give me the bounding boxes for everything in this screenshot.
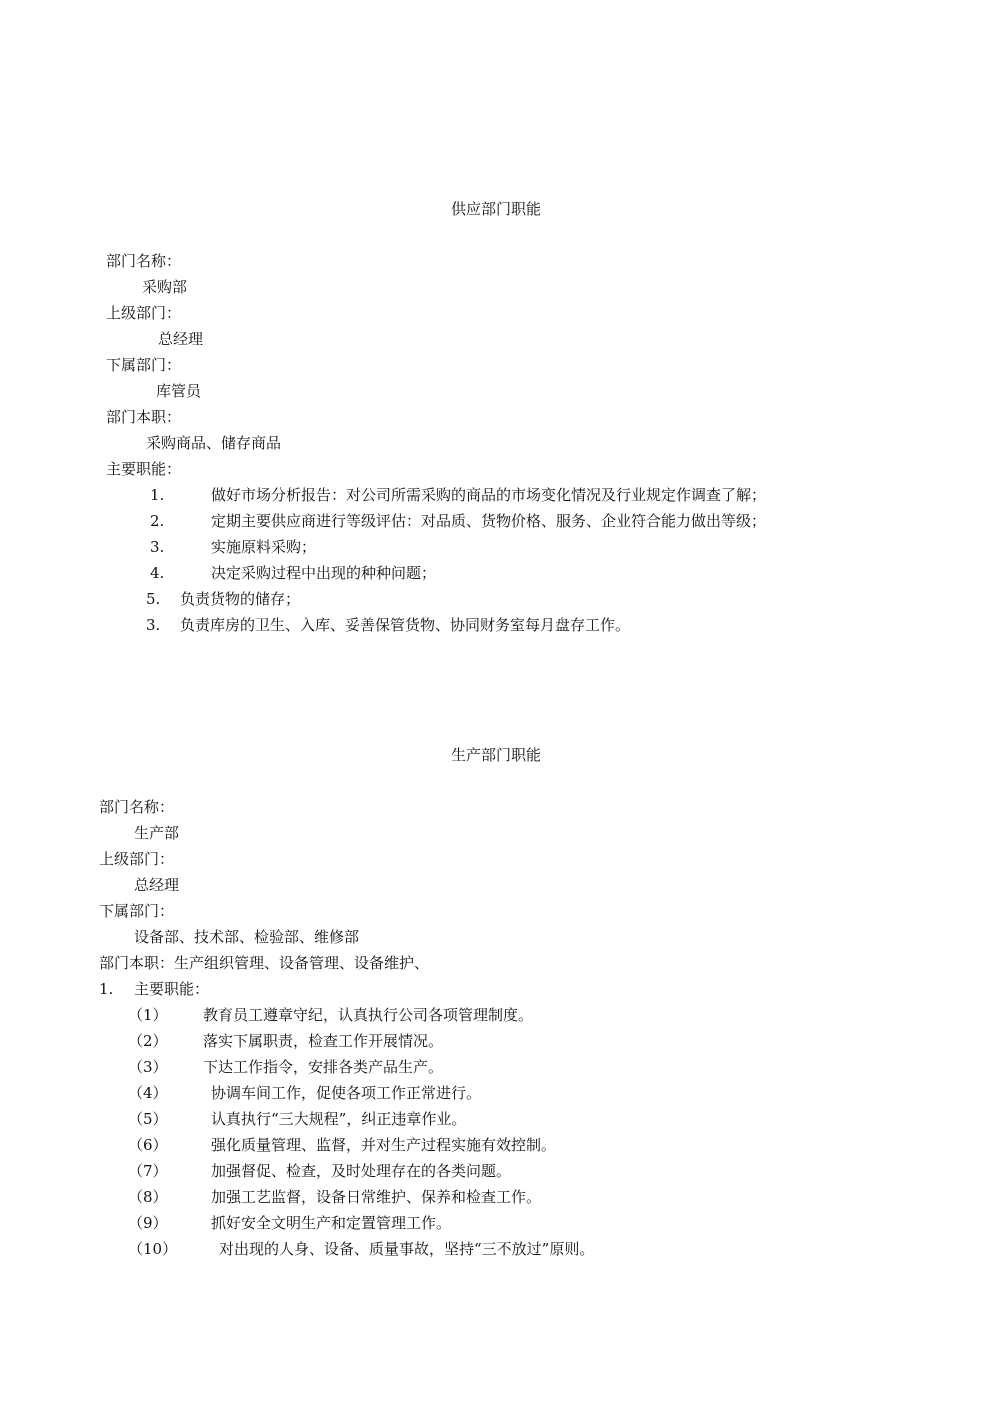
list-item-number: （1） bbox=[128, 1006, 168, 1024]
production-functions-number: 1. bbox=[99, 980, 114, 998]
production-subordinate: 设备部、技术部、检验部、维修部 bbox=[134, 928, 360, 946]
list-item-text: 加强工艺监督，设备日常维护、保养和检查工作。 bbox=[211, 1188, 542, 1206]
production-duty-line: 部门本职：生产组织管理、设备管理、设备维护、 bbox=[99, 954, 430, 972]
supply-functions-label: 主要职能： bbox=[106, 460, 182, 478]
production-superior-label: 上级部门： bbox=[99, 850, 175, 868]
list-item-number: （6） bbox=[128, 1136, 168, 1154]
list-item-number: 2. bbox=[150, 512, 165, 530]
list-item-text: 负责库房的卫生、入库、妥善保管货物、协同财务室每月盘存工作。 bbox=[180, 616, 631, 634]
list-item-text: 决定采购过程中出现的种种问题； bbox=[211, 564, 437, 582]
production-superior: 总经理 bbox=[134, 876, 180, 894]
supply-superior: 总经理 bbox=[158, 330, 204, 348]
production-dept-name: 生产部 bbox=[134, 824, 180, 842]
production-subordinate-label: 下属部门： bbox=[99, 902, 175, 920]
list-item-number: （9） bbox=[128, 1214, 168, 1232]
list-item-text: 落实下属职责，检查工作开展情况。 bbox=[203, 1032, 444, 1050]
supply-duty: 采购商品、储存商品 bbox=[146, 434, 282, 452]
list-item-text: 抓好安全文明生产和定置管理工作。 bbox=[211, 1214, 452, 1232]
supply-dept-name-label: 部门名称： bbox=[106, 252, 182, 270]
list-item-number: （3） bbox=[128, 1058, 168, 1076]
list-item-number: 3. bbox=[146, 616, 161, 634]
supply-dept-name: 采购部 bbox=[142, 278, 188, 296]
list-item-number: （7） bbox=[128, 1162, 168, 1180]
supply-title: 供应部门职能 bbox=[450, 200, 541, 218]
supply-duty-label: 部门本职： bbox=[106, 408, 182, 426]
list-item-text: 加强督促、检查，及时处理存在的各类问题。 bbox=[211, 1162, 512, 1180]
list-item-text: 下达工作指令，安排各类产品生产。 bbox=[203, 1058, 444, 1076]
list-item-text: 实施原料采购； bbox=[211, 538, 317, 556]
supply-superior-label: 上级部门： bbox=[106, 304, 182, 322]
list-item-text: 认真执行“三大规程”，纠正违章作业。 bbox=[211, 1110, 467, 1128]
list-item-text: 负责货物的储存； bbox=[180, 590, 301, 608]
production-dept-name-label: 部门名称： bbox=[99, 798, 175, 816]
list-item-text: 对出现的人身、设备、质量事故，坚持“三不放过”原则。 bbox=[219, 1240, 595, 1258]
list-item-number: （10） bbox=[128, 1240, 178, 1258]
list-item-text: 做好市场分析报告：对公司所需采购的商品的市场变化情况及行业规定作调查了解； bbox=[211, 486, 767, 504]
list-item-number: （8） bbox=[128, 1188, 168, 1206]
production-functions-label: 主要职能： bbox=[134, 980, 210, 998]
list-item-text: 教育员工遵章守纪，认真执行公司各项管理制度。 bbox=[203, 1006, 534, 1024]
list-item-text: 强化质量管理、监督，并对生产过程实施有效控制。 bbox=[211, 1136, 557, 1154]
list-item-text: 协调车间工作，促使各项工作正常进行。 bbox=[211, 1084, 482, 1102]
list-item-text: 定期主要供应商进行等级评估：对品质、货物价格、服务、企业符合能力做出等级； bbox=[211, 512, 767, 530]
supply-subordinate-label: 下属部门： bbox=[106, 356, 182, 374]
production-title: 生产部门职能 bbox=[450, 746, 541, 764]
list-item-number: （2） bbox=[128, 1032, 168, 1050]
list-item-number: 1. bbox=[150, 486, 165, 504]
list-item-number: 3. bbox=[150, 538, 165, 556]
list-item-number: 5. bbox=[146, 590, 161, 608]
list-item-number: （5） bbox=[128, 1110, 168, 1128]
supply-subordinate: 库管员 bbox=[156, 382, 202, 400]
list-item-number: （4） bbox=[128, 1084, 168, 1102]
list-item-number: 4. bbox=[150, 564, 165, 582]
